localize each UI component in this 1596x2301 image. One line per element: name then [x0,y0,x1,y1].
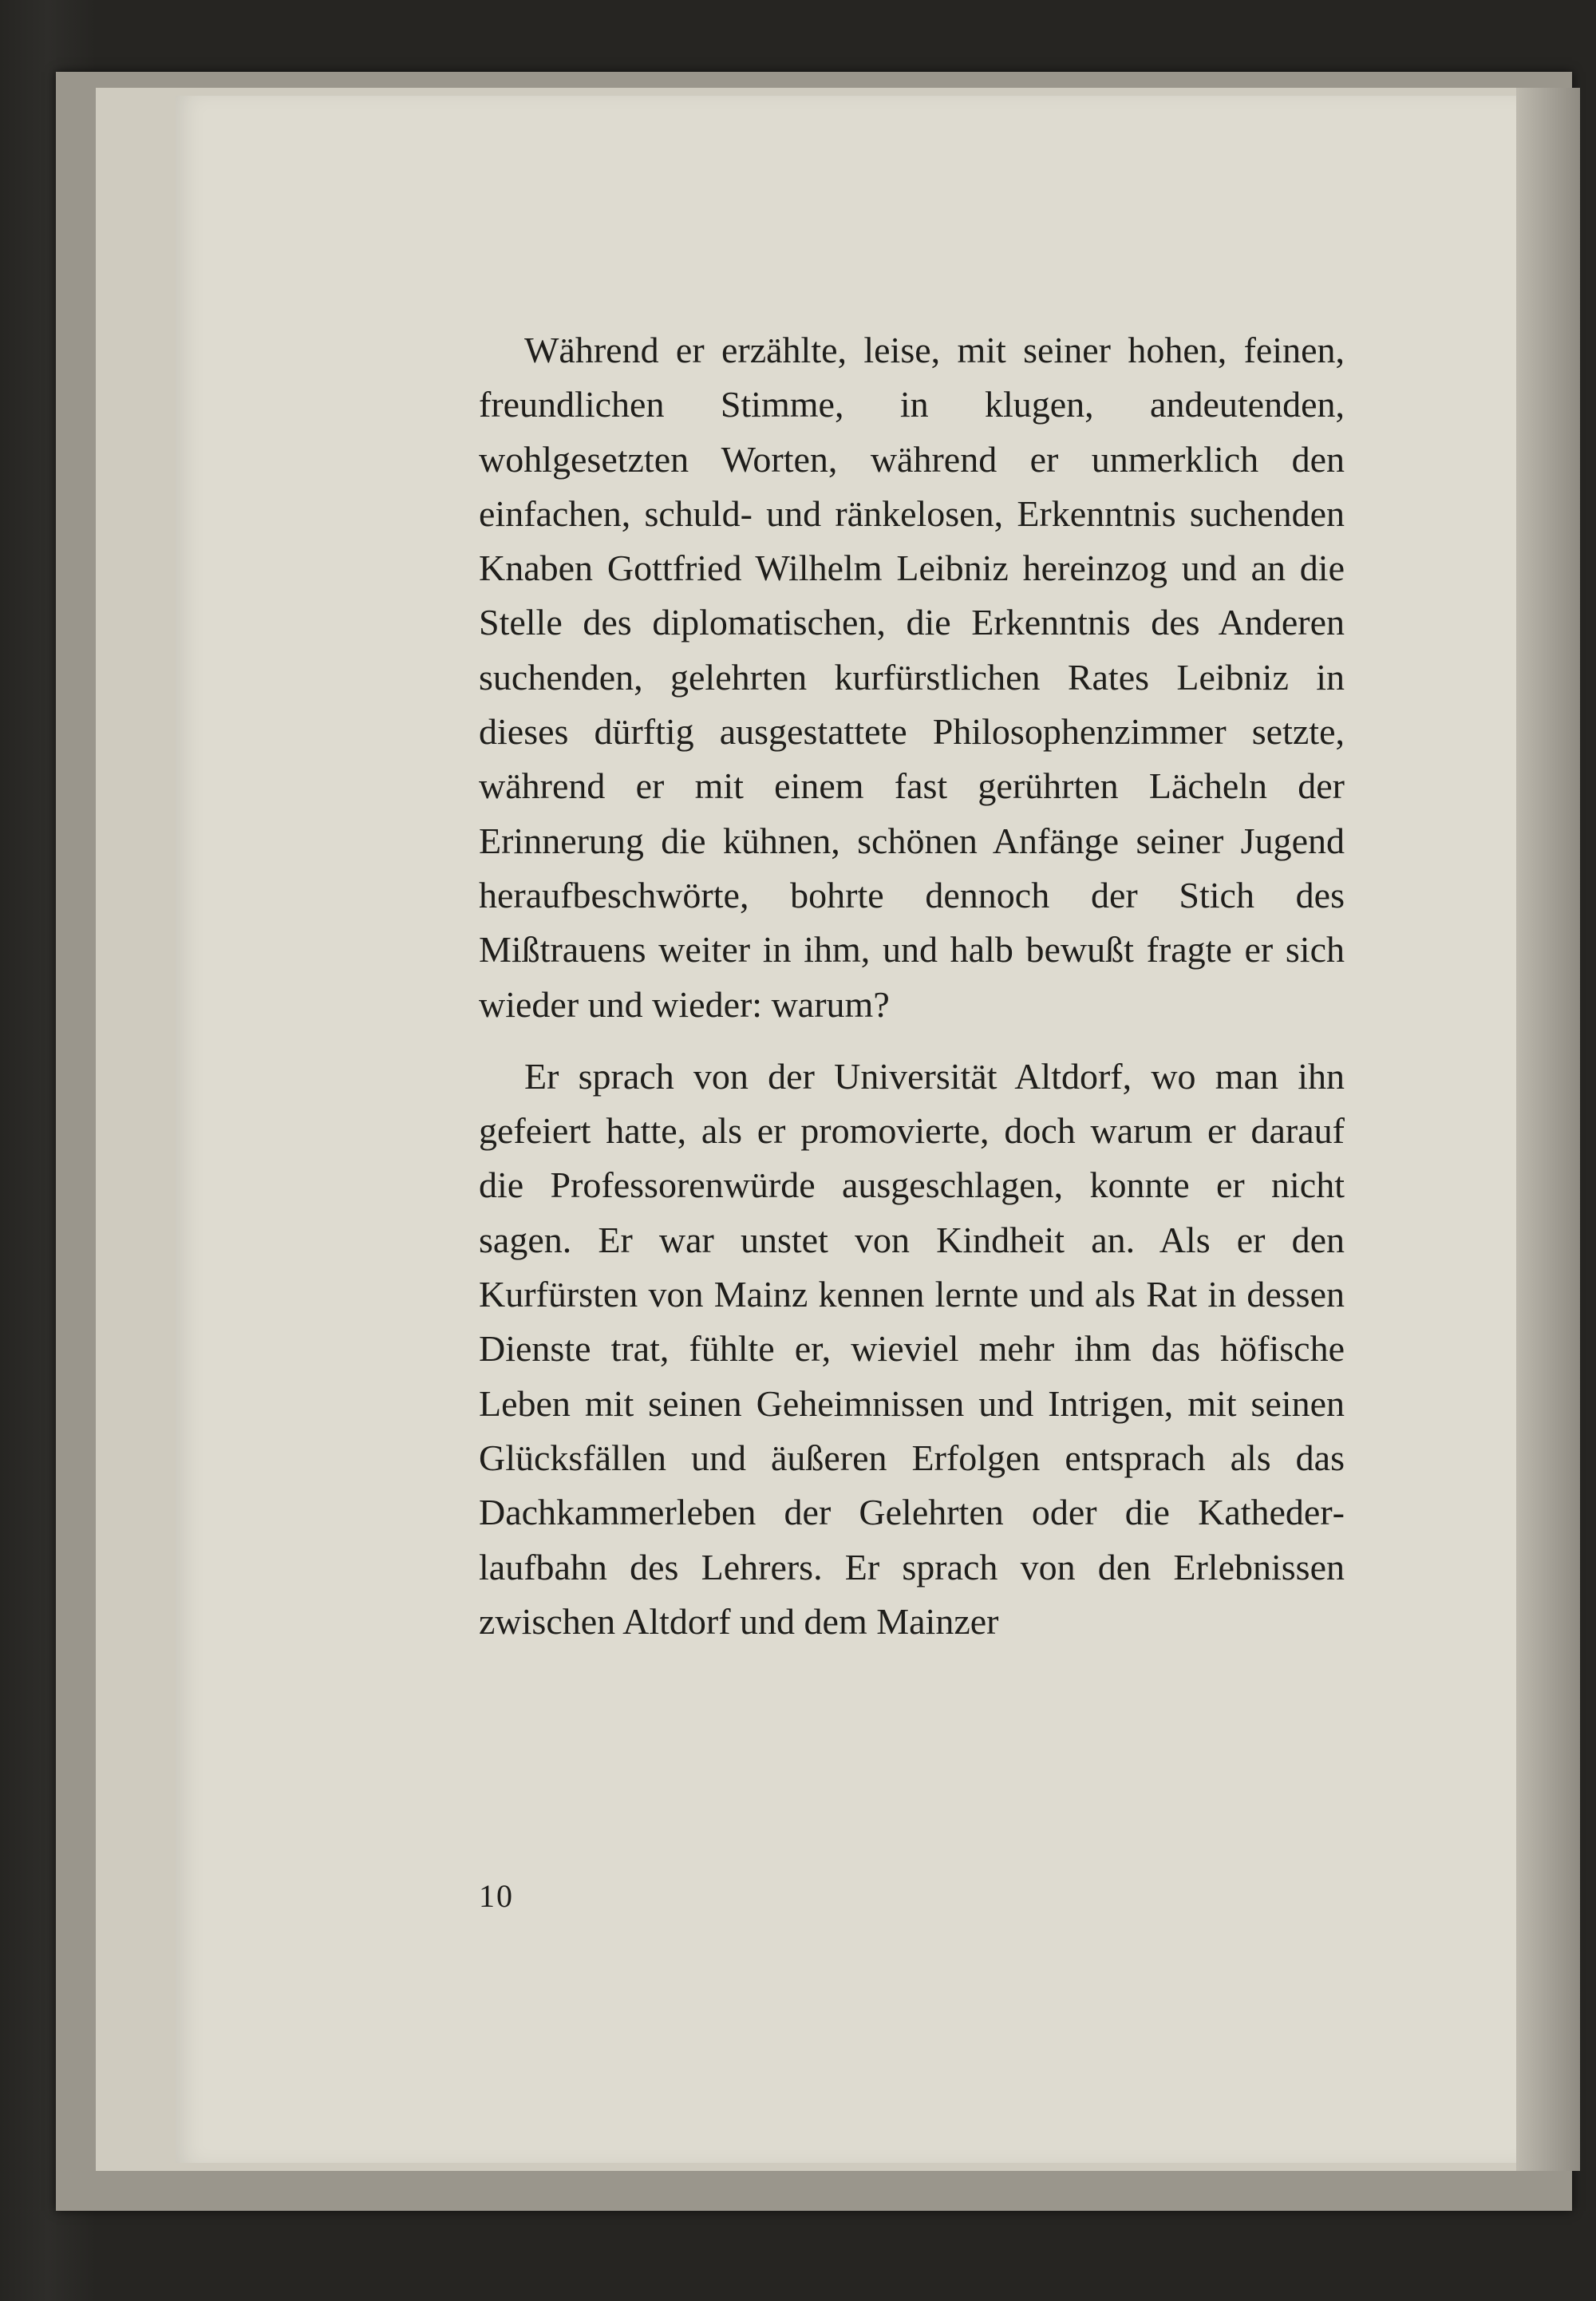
paragraph-2: Er sprach von der Universität Altdorf, wo man ihn gefeiert hatte, als er promovierte, doch warum er darauf die Professorenwürde ausgeschlagen, konnte er nicht sagen. Er war unstet von Kindheit an. Als er den Kurfürsten von Mainz kennen lernte und als Rat in dessen Dienste trat, fühlte er, wieviel mehr ihm das höfische Leben mit seinen Geheimnissen und Intrigen, mit seinen Glücksfällen und äußeren Erfolgen entsprach als das Dachkammerleben der Gelehrten oder die Kathederlaufbahn des Lehrers. Er sprach von den Erlebnissen zwischen Altdorf und dem Mainzer [479,1055,1345,1642]
facing-page-edge [1516,88,1580,2171]
page-number: 10 [479,1878,514,1914]
paragraph-1: Während er erzählte, leise, mit seiner hohen, feinen, freundlichen Stimme, in klugen, andeutenden, wohlgesetzten Worten, während er unmerklich den einfachen, schuld- und ränkelosen, Erkenntnis suchenden Knaben Gottfried Wilhelm Leibniz hereinzog und an die Stelle des diplomatischen, die Erkenntnis des Anderen suchenden, gelehrten kurfürstlichen Rates Leibniz in dieses dürftig ausgestattete Philosophenzimmer setzte, während er mit einem fast gerührten Lächeln der Erinnerung die kühnen, schönen Anfänge seiner Jugend heraufbeschwörte, bohrte dennoch der Stich des Mißtrauens weiter in ihm, und halb bewußt fragte er sich wieder und wieder: warum? [479,330,1345,1025]
body-text [479,323,1345,1649]
